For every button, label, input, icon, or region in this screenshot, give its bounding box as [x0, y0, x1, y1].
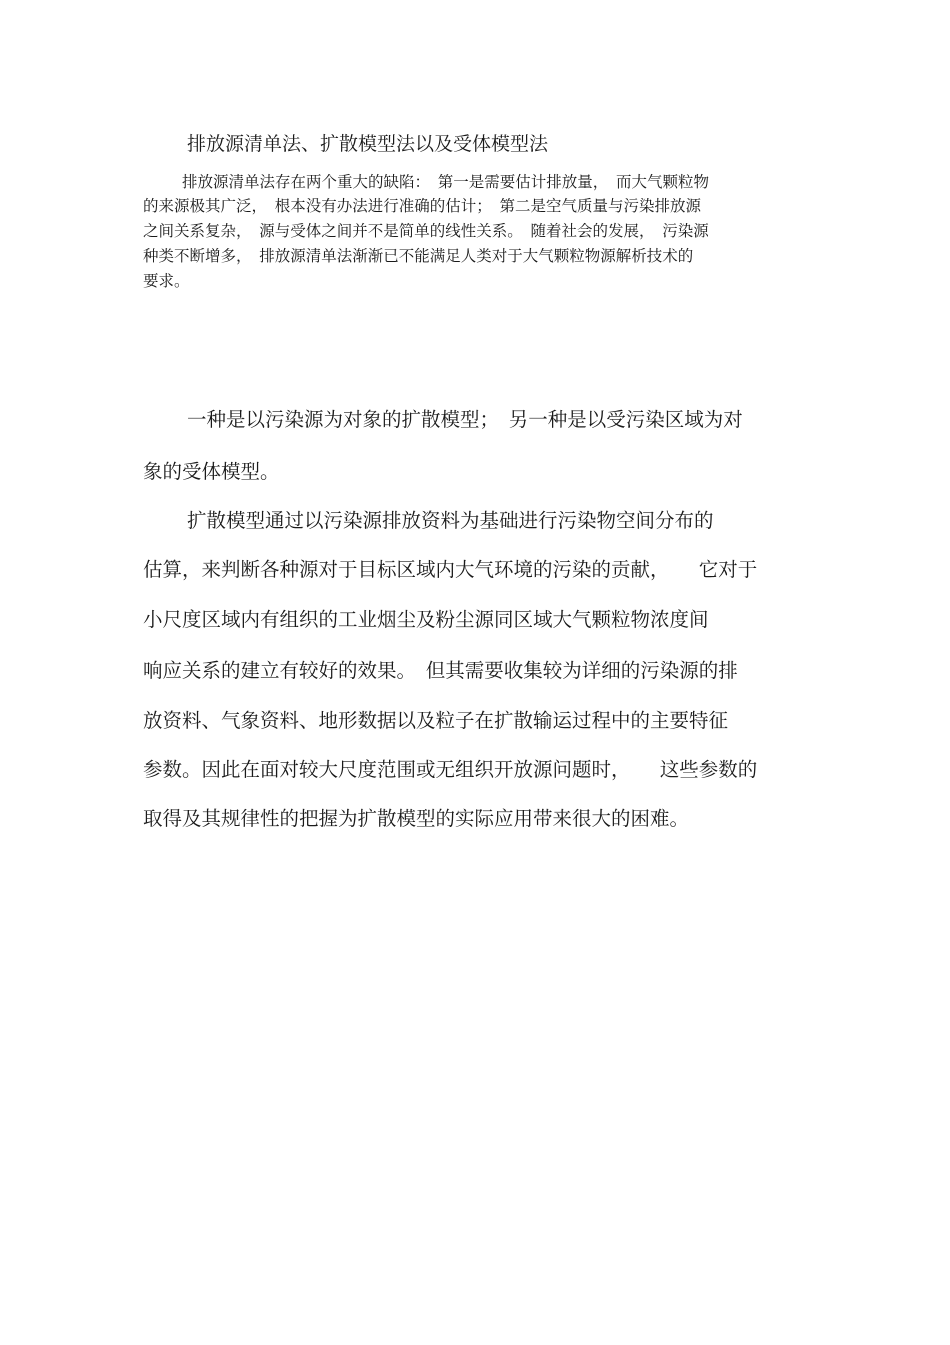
paragraph-line: 之间关系复杂， 源与受体之间并不是简单的线性关系。 随着社会的发展， 污染源 — [143, 222, 709, 240]
paragraph-line: 估算，来判断各种源对于目标区域内大气环境的污染的贡献， 它对于 — [143, 558, 758, 581]
paragraph-line: 放资料、气象资料、地形数据以及粒子在扩散输运过程中的主要特征 — [143, 709, 729, 732]
paragraph-line: 小尺度区域内有组织的工业烟尘及粉尘源同区域大气颗粒物浓度间 — [143, 608, 709, 631]
paragraph-line: 要求。 — [143, 272, 190, 290]
section-heading: 排放源清单法、扩散模型法以及受体模型法 — [187, 133, 549, 155]
paragraph-line: 一种是以污染源为对象的扩散模型； 另一种是以受污染区域为对 — [187, 408, 743, 431]
paragraph-line: 排放源清单法存在两个重大的缺陷： 第一是需要估计排放量， 而大气颗粒物 — [182, 173, 710, 191]
paragraph-line: 响应关系的建立有较好的效果。 但其需要收集较为详细的污染源的排 — [143, 659, 738, 682]
paragraph-line: 种类不断增多， 排放源清单法渐渐已不能满足人类对于大气颗粒物源解析技术的 — [143, 247, 694, 265]
paragraph-line: 象的受体模型。 — [143, 460, 280, 483]
paragraph-line: 的来源极其广泛， 根本没有办法进行准确的估计； 第二是空气质量与污染排放源 — [143, 197, 702, 215]
paragraph-line: 扩散模型通过以污染源排放资料为基础进行污染物空间分布的 — [187, 509, 714, 532]
paragraph-line: 取得及其规律性的把握为扩散模型的实际应用带来很大的困难。 — [143, 807, 690, 830]
paragraph-line: 参数。因此在面对较大尺度范围或无组织开放源问题时， 这些参数的 — [143, 758, 758, 781]
